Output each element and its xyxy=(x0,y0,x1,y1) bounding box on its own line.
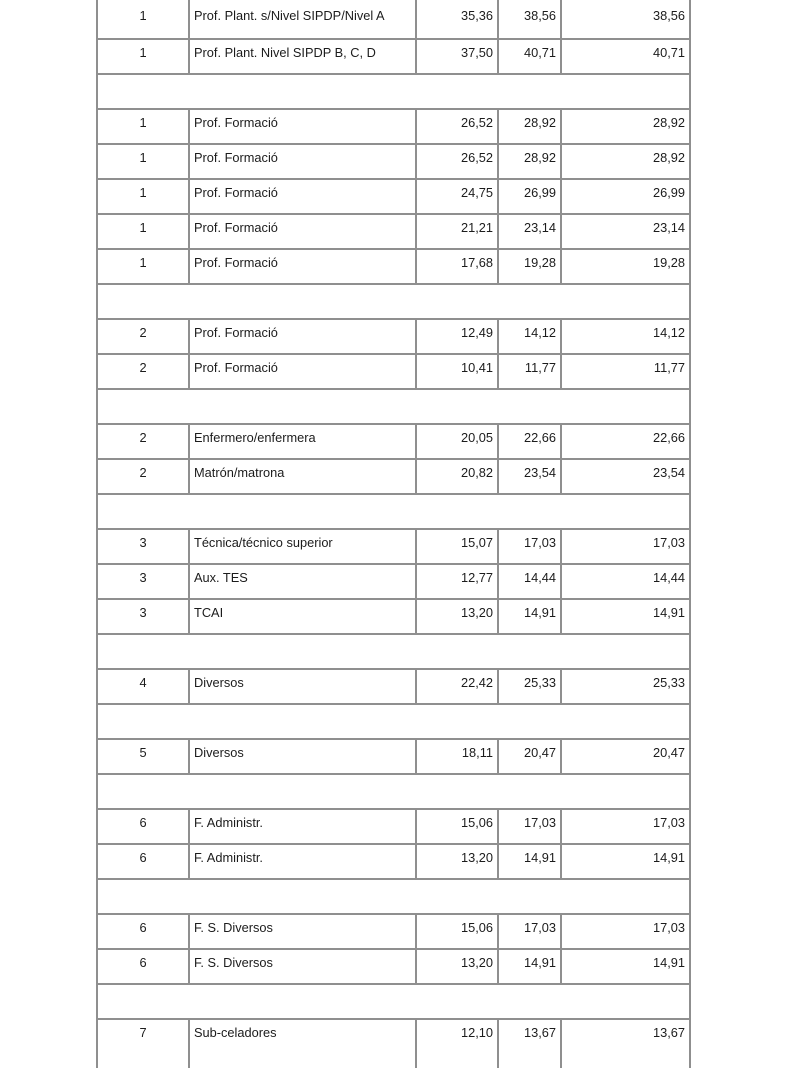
cell-group-number: 1 xyxy=(98,180,190,213)
cell-group-number: 6 xyxy=(98,845,190,878)
cell-rate-2: 14,91 xyxy=(499,950,562,983)
cell-rate-3: 17,03 xyxy=(652,920,685,935)
cell-category-label: Prof. Plant. s/Nivel SIPDP/Nivel A xyxy=(190,0,417,38)
cell-category-label: Aux. TES xyxy=(190,565,417,598)
cell-rate-2: 22,66 xyxy=(499,425,562,458)
cell-rate-3: 19,28 xyxy=(652,255,685,270)
cell-category-label: Matrón/matrona xyxy=(190,460,417,493)
cell-category-label: Prof. Formació xyxy=(190,215,417,248)
cell-rate-1: 22,42 xyxy=(417,670,499,703)
table-row xyxy=(98,250,689,285)
cell-rate-3: 23,54 xyxy=(652,465,685,480)
cell-rate-1: 20,82 xyxy=(417,460,499,493)
cell-rate-3: 20,47 xyxy=(652,745,685,760)
cell-group-number: 1 xyxy=(98,250,190,283)
cell-group-number: 2 xyxy=(98,425,190,458)
cell-rate-1: 26,52 xyxy=(417,110,499,143)
cell-rate-3: 38,56 xyxy=(652,8,685,23)
spacer-row xyxy=(98,635,689,670)
cell-group-number: 1 xyxy=(98,215,190,248)
cell-category-label: F. S. Diversos xyxy=(190,915,417,948)
cell-rate-3: 22,66 xyxy=(652,430,685,445)
table-row xyxy=(98,320,689,355)
cell-group-number: 2 xyxy=(98,320,190,353)
cell-group-number: 1 xyxy=(98,145,190,178)
cell-group-number: 7 xyxy=(98,1020,190,1068)
cell-rate-2: 23,14 xyxy=(499,215,562,248)
cell-group-number: 3 xyxy=(98,530,190,563)
cell-category-label: Diversos xyxy=(190,670,417,703)
table-row xyxy=(98,670,689,705)
cell-rate-1: 21,21 xyxy=(417,215,499,248)
cell-rate-2: 38,56 xyxy=(499,0,562,38)
cell-rate-2: 40,71 xyxy=(499,40,562,73)
cell-rate-2: 23,54 xyxy=(499,460,562,493)
cell-group-number: 4 xyxy=(98,670,190,703)
cell-rate-2: 13,67 xyxy=(499,1020,562,1068)
wage-rate-table xyxy=(96,0,691,1068)
cell-rate-3: 14,91 xyxy=(652,605,685,620)
cell-category-label: Sub-celadores xyxy=(190,1020,417,1068)
spacer-cell xyxy=(98,880,689,913)
spacer-cell xyxy=(98,390,689,423)
table-row xyxy=(98,425,689,460)
cell-rate-3: 14,44 xyxy=(652,570,685,585)
table-row xyxy=(98,950,689,985)
cell-rate-2: 17,03 xyxy=(499,810,562,843)
table-row xyxy=(98,845,689,880)
cell-rate-3: 14,12 xyxy=(652,325,685,340)
cell-rate-2: 20,47 xyxy=(499,740,562,773)
cell-category-label: Prof. Formació xyxy=(190,145,417,178)
spacer-cell xyxy=(98,75,689,108)
cell-rate-1: 15,06 xyxy=(417,810,499,843)
table-row xyxy=(98,215,689,250)
spacer-row xyxy=(98,390,689,425)
cell-rate-3: 11,77 xyxy=(653,360,685,375)
cell-rate-1: 20,05 xyxy=(417,425,499,458)
cell-rate-2: 17,03 xyxy=(499,915,562,948)
cell-rate-3: 17,03 xyxy=(652,815,685,830)
cell-group-number: 2 xyxy=(98,460,190,493)
spacer-cell xyxy=(98,705,689,738)
cell-category-label: F. Administr. xyxy=(190,845,417,878)
cell-group-number: 3 xyxy=(98,600,190,633)
cell-rate-3: 40,71 xyxy=(652,45,685,60)
cell-rate-1: 12,77 xyxy=(417,565,499,598)
table-row xyxy=(98,915,689,950)
table-row xyxy=(98,145,689,180)
spacer-cell xyxy=(98,985,689,1018)
spacer-row xyxy=(98,705,689,740)
cell-rate-3: 28,92 xyxy=(652,150,685,165)
table-row xyxy=(98,0,689,40)
cell-category-label: F. Administr. xyxy=(190,810,417,843)
cell-category-label: Prof. Formació xyxy=(190,250,417,283)
cell-rate-2: 11,77 xyxy=(499,355,562,388)
table-row xyxy=(98,355,689,390)
cell-rate-2: 26,99 xyxy=(499,180,562,213)
cell-rate-2: 28,92 xyxy=(499,110,562,143)
cell-group-number: 5 xyxy=(98,740,190,773)
cell-group-number: 3 xyxy=(98,565,190,598)
cell-group-number: 6 xyxy=(98,950,190,983)
cell-rate-1: 18,11 xyxy=(417,740,499,773)
spacer-cell xyxy=(98,495,689,528)
spacer-row xyxy=(98,775,689,810)
cell-rate-1: 15,06 xyxy=(417,915,499,948)
cell-group-number: 1 xyxy=(98,0,190,38)
table-row xyxy=(98,460,689,495)
cell-category-label: Diversos xyxy=(190,740,417,773)
cell-category-label: Enfermero/enfermera xyxy=(190,425,417,458)
cell-rate-2: 14,12 xyxy=(499,320,562,353)
cell-rate-1: 10,41 xyxy=(417,355,499,388)
table-row xyxy=(98,600,689,635)
cell-rate-2: 28,92 xyxy=(499,145,562,178)
cell-rate-2: 17,03 xyxy=(499,530,562,563)
spacer-cell xyxy=(98,635,689,668)
cell-rate-3: 14,91 xyxy=(652,850,685,865)
cell-group-number: 6 xyxy=(98,915,190,948)
cell-category-label: Prof. Formació xyxy=(190,180,417,213)
cell-rate-3: 17,03 xyxy=(652,535,685,550)
cell-category-label: Prof. Formació xyxy=(190,110,417,143)
cell-category-label: Prof. Formació xyxy=(190,355,417,388)
cell-rate-2: 19,28 xyxy=(499,250,562,283)
spacer-row xyxy=(98,285,689,320)
cell-rate-1: 12,10 xyxy=(417,1020,499,1068)
cell-rate-1: 13,20 xyxy=(417,845,499,878)
cell-rate-1: 13,20 xyxy=(417,950,499,983)
table-row xyxy=(98,180,689,215)
spacer-row xyxy=(98,880,689,915)
cell-rate-1: 35,36 xyxy=(417,0,499,38)
spacer-cell xyxy=(98,775,689,808)
cell-rate-3: 25,33 xyxy=(652,675,685,690)
spacer-row xyxy=(98,75,689,110)
cell-rate-2: 25,33 xyxy=(499,670,562,703)
cell-rate-1: 26,52 xyxy=(417,145,499,178)
cell-rate-1: 15,07 xyxy=(417,530,499,563)
table-row xyxy=(98,1020,689,1068)
cell-rate-2: 14,91 xyxy=(499,845,562,878)
table-row xyxy=(98,40,689,75)
table-row xyxy=(98,565,689,600)
table-row xyxy=(98,110,689,145)
cell-rate-1: 12,49 xyxy=(417,320,499,353)
cell-rate-2: 14,44 xyxy=(499,565,562,598)
cell-rate-1: 24,75 xyxy=(417,180,499,213)
table-row xyxy=(98,810,689,845)
spacer-row xyxy=(98,495,689,530)
cell-category-label: TCAI xyxy=(190,600,417,633)
cell-group-number: 1 xyxy=(98,110,190,143)
spacer-row xyxy=(98,985,689,1020)
cell-rate-3: 26,99 xyxy=(652,185,685,200)
cell-category-label: F. S. Diversos xyxy=(190,950,417,983)
spacer-cell xyxy=(98,285,689,318)
cell-rate-2: 14,91 xyxy=(499,600,562,633)
table-row xyxy=(98,530,689,565)
cell-group-number: 6 xyxy=(98,810,190,843)
cell-group-number: 2 xyxy=(98,355,190,388)
cell-rate-3: 28,92 xyxy=(652,115,685,130)
cell-group-number: 1 xyxy=(98,40,190,73)
table-row xyxy=(98,740,689,775)
cell-category-label: Prof. Plant. Nivel SIPDP B, C, D xyxy=(190,40,417,73)
cell-rate-1: 17,68 xyxy=(417,250,499,283)
cell-rate-3: 13,67 xyxy=(652,1025,685,1040)
cell-category-label: Prof. Formació xyxy=(190,320,417,353)
cell-category-label: Técnica/técnico superior xyxy=(190,530,417,563)
cell-rate-3: 23,14 xyxy=(652,220,685,235)
cell-rate-1: 37,50 xyxy=(417,40,499,73)
cell-rate-1: 13,20 xyxy=(417,600,499,633)
cell-rate-3: 14,91 xyxy=(652,955,685,970)
